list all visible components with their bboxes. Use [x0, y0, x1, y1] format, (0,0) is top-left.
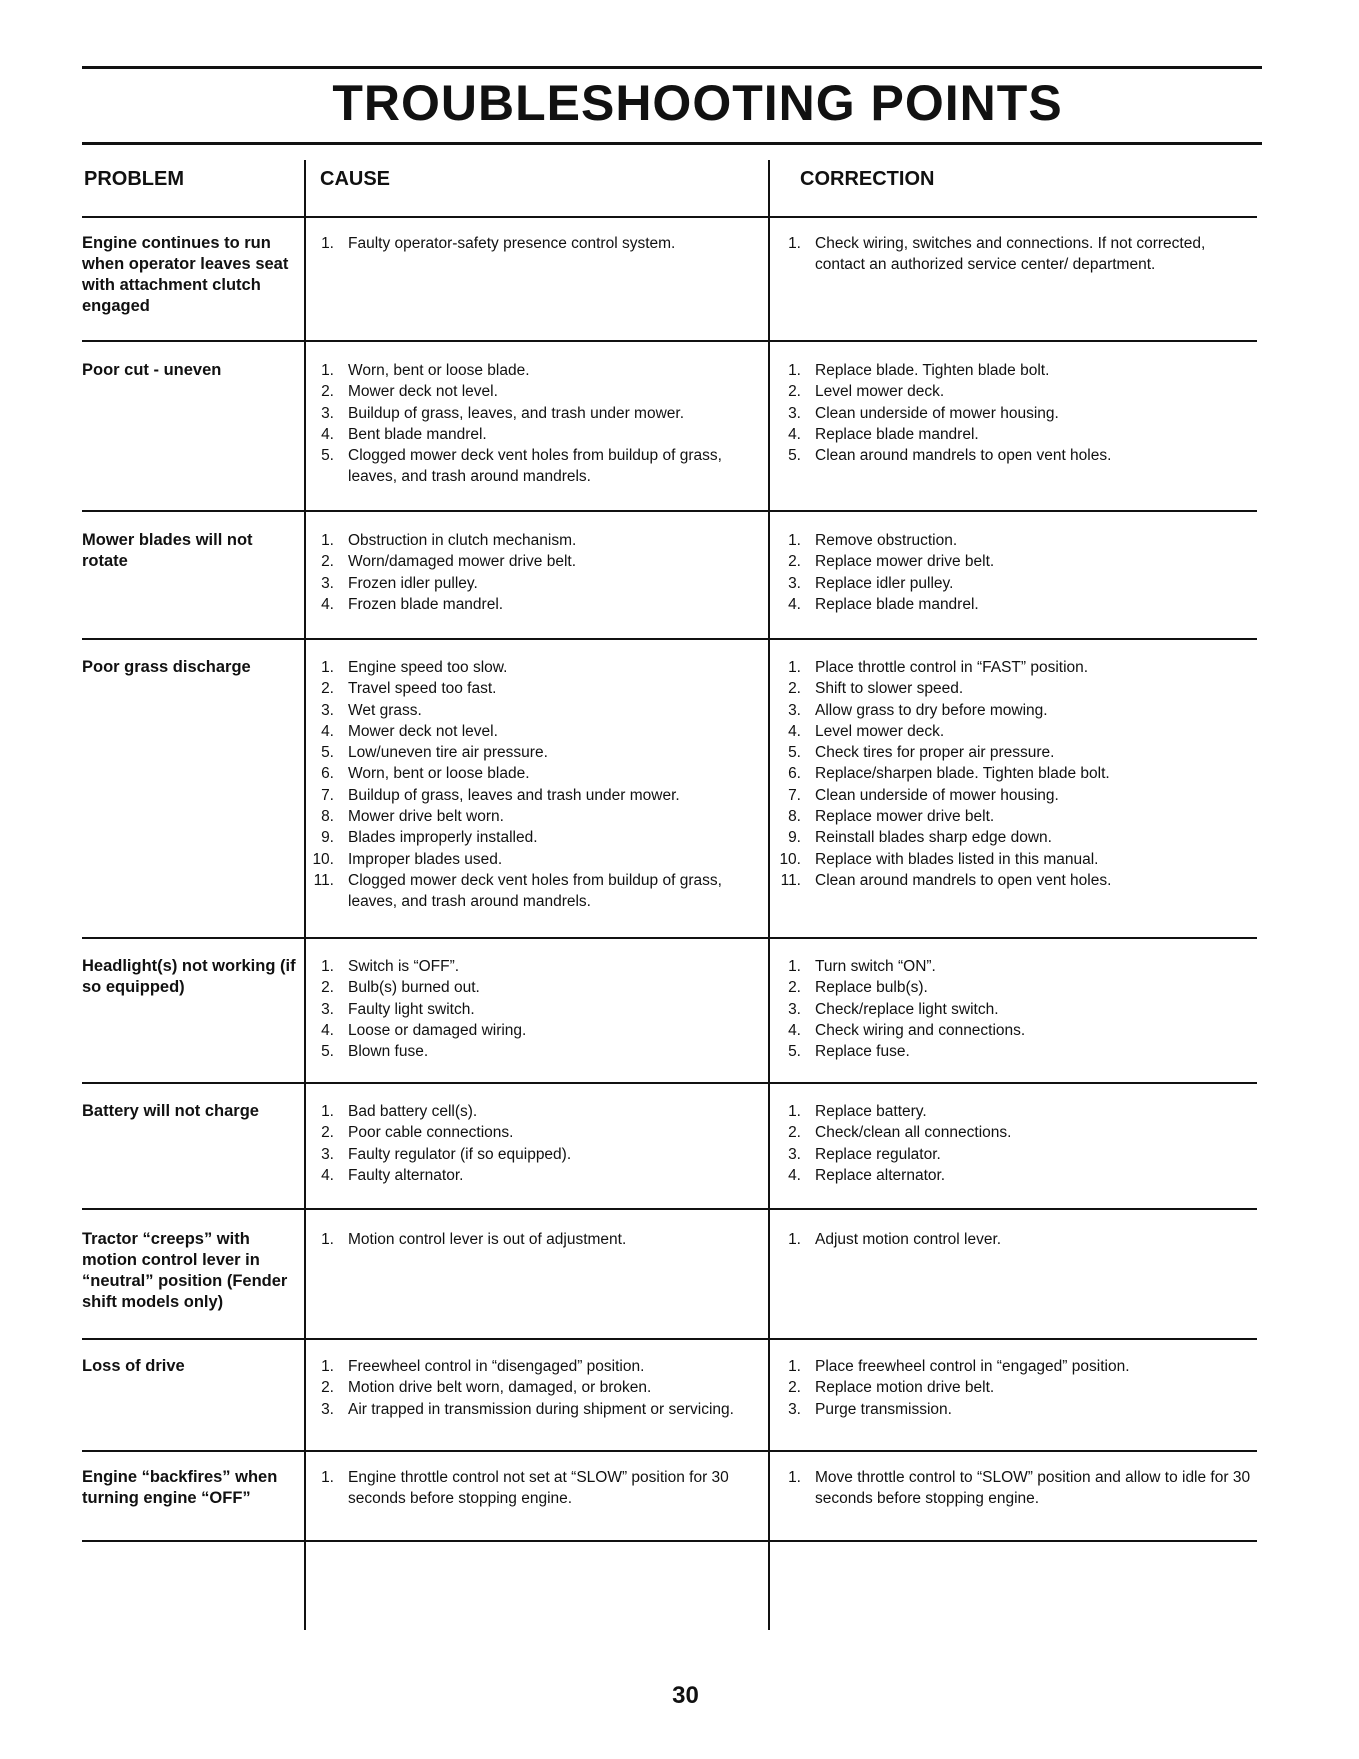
item-number: 9.	[788, 829, 801, 847]
item-number: 2.	[788, 979, 801, 997]
item-text: Clogged mower deck vent holes from buildup of grass, leaves, and trash around mandrels.	[348, 871, 722, 911]
correction-item	[775, 573, 1255, 594]
item-text: Purge transmission.	[815, 1400, 952, 1418]
item-number: 1.	[321, 958, 334, 975]
correction-item	[775, 1020, 1255, 1041]
cause-list	[308, 1229, 758, 1250]
cause-item	[308, 956, 758, 977]
item-number: 2.	[321, 383, 334, 401]
item-number: 3.	[788, 701, 801, 719]
item-number: 1.	[788, 958, 801, 975]
item-text: Replace regulator.	[815, 1145, 941, 1163]
correction-item	[775, 1377, 1255, 1398]
item-text: Bulb(s) burned out.	[348, 979, 480, 997]
correction-item	[775, 827, 1255, 848]
correction-list	[775, 657, 1255, 891]
cause-item	[308, 1101, 758, 1122]
correction-list	[775, 530, 1255, 615]
column-header-problem: PROBLEM	[84, 168, 184, 190]
item-number: 6.	[788, 765, 801, 783]
problem-text: Engine “backfires” when turning engine “OFF”	[82, 1468, 278, 1507]
cause-list	[308, 360, 758, 488]
item-number: 1.	[788, 1469, 801, 1486]
cause-list	[308, 657, 758, 913]
item-text: Move throttle control to “SLOW” position and allow to idle for 30 seconds before stopping engine.	[815, 1469, 1251, 1508]
item-text: Turn switch “ON”.	[815, 958, 936, 975]
item-text: Replace blade mandrel.	[815, 595, 979, 613]
problem-text: Headlight(s) not working (if so equipped)	[82, 957, 296, 996]
item-number: 3.	[321, 574, 334, 592]
cause-item	[308, 1399, 758, 1420]
cause-item	[308, 594, 758, 615]
item-text: Improper blades used.	[348, 850, 503, 868]
cause-item	[308, 1165, 758, 1186]
correction-item	[775, 530, 1255, 551]
item-number: 11.	[780, 871, 801, 889]
item-number: 3.	[788, 1000, 801, 1018]
item-number: 4.	[321, 1021, 334, 1039]
item-number: 1.	[321, 532, 334, 549]
correction-item	[775, 785, 1255, 806]
item-text: Engine throttle control not set at “SLOW” position for 30 seconds before stopping engine.	[348, 1469, 729, 1508]
problem-text: Mower blades will not rotate	[82, 531, 253, 570]
title-underline-rule	[82, 142, 1262, 145]
correction-item	[775, 742, 1255, 763]
item-text: Adjust motion control lever.	[815, 1231, 1002, 1248]
cause-item	[308, 1041, 758, 1062]
cause-item	[308, 785, 758, 806]
correction-item	[775, 381, 1255, 402]
correction-item	[775, 870, 1255, 891]
item-number: 4.	[788, 425, 801, 443]
correction-item	[775, 849, 1255, 870]
item-text: Shift to slower speed.	[815, 680, 964, 698]
item-text: Wet grass.	[348, 701, 422, 719]
problem-text: Loss of drive	[82, 1357, 185, 1375]
item-number: 2.	[321, 1379, 334, 1397]
item-number: 3.	[321, 701, 334, 719]
item-number: 1.	[788, 1358, 801, 1375]
item-number: 2.	[321, 1124, 334, 1142]
cause-list	[308, 1356, 758, 1420]
item-number: 5.	[788, 1043, 801, 1061]
item-text: Replace bulb(s).	[815, 979, 928, 997]
row-separator	[82, 1450, 1257, 1452]
item-number: 1.	[788, 362, 801, 379]
cause-item	[308, 445, 758, 488]
correction-item	[775, 445, 1255, 466]
item-number: 1.	[321, 1103, 334, 1120]
correction-item	[775, 657, 1255, 678]
cause-item	[308, 700, 758, 721]
item-number: 8.	[788, 808, 801, 826]
correction-item	[775, 977, 1255, 998]
item-number: 5.	[788, 744, 801, 762]
item-number: 1.	[321, 235, 334, 252]
item-text: Replace mower drive belt.	[815, 553, 995, 571]
item-text: Freewheel control in “disengaged” position.	[348, 1358, 645, 1375]
item-number: 4.	[788, 1166, 801, 1184]
item-text: Faulty alternator.	[348, 1166, 464, 1184]
item-text: Frozen blade mandrel.	[348, 595, 504, 613]
item-text: Faulty regulator (if so equipped).	[348, 1145, 572, 1163]
item-text: Travel speed too fast.	[348, 680, 497, 698]
item-text: Obstruction in clutch mechanism.	[348, 532, 577, 549]
item-text: Replace blade mandrel.	[815, 425, 979, 443]
correction-item	[775, 1399, 1255, 1420]
item-text: Place freewheel control in “engaged” position.	[815, 1358, 1130, 1375]
row-separator	[82, 638, 1257, 640]
correction-item	[775, 721, 1255, 742]
page-number: 30	[672, 1682, 699, 1709]
top-rule	[82, 66, 1262, 69]
cause-item	[308, 1467, 758, 1510]
correction-list	[775, 1467, 1255, 1510]
item-number: 4.	[321, 722, 334, 740]
cause-item	[308, 742, 758, 763]
item-text: Poor cable connections.	[348, 1124, 514, 1142]
item-text: Replace mower drive belt.	[815, 808, 995, 826]
item-number: 5.	[321, 744, 334, 762]
item-number: 2.	[321, 979, 334, 997]
item-text: Mower deck not level.	[348, 722, 498, 740]
item-text: Replace with blades listed in this manual.	[815, 850, 1099, 868]
cause-list	[308, 956, 758, 1062]
correction-list	[775, 1229, 1255, 1250]
item-number: 2.	[321, 553, 334, 571]
item-number: 1.	[788, 1231, 801, 1248]
cause-item	[308, 999, 758, 1020]
cause-item	[308, 233, 758, 254]
item-text: Worn, bent or loose blade.	[348, 765, 530, 783]
correction-item	[775, 594, 1255, 615]
correction-item	[775, 806, 1255, 827]
correction-item	[775, 1467, 1255, 1510]
item-number: 1.	[321, 362, 334, 379]
item-text: Low/uneven tire air pressure.	[348, 744, 548, 762]
item-text: Bent blade mandrel.	[348, 425, 487, 443]
row-separator	[82, 510, 1257, 512]
item-text: Buildup of grass, leaves, and trash under mower.	[348, 404, 685, 422]
item-number: 5.	[321, 447, 334, 465]
correction-item	[775, 551, 1255, 572]
item-number: 1.	[788, 532, 801, 549]
cause-item	[308, 551, 758, 572]
row-separator	[82, 1082, 1257, 1084]
item-number: 3.	[788, 574, 801, 592]
item-text: Level mower deck.	[815, 383, 945, 401]
item-text: Worn/damaged mower drive belt.	[348, 553, 577, 571]
item-number: 2.	[788, 680, 801, 698]
item-number: 10.	[779, 850, 801, 868]
correction-item	[775, 1041, 1255, 1062]
item-number: 9.	[321, 829, 334, 847]
problem-text: Tractor “creeps” with motion control lever in “neutral” position (Fender shift models only)	[82, 1230, 288, 1311]
cause-item	[308, 1377, 758, 1398]
correction-item	[775, 233, 1255, 276]
item-text: Check wiring and connections.	[815, 1021, 1026, 1039]
item-text: Air trapped in transmission during shipment or servicing.	[348, 1400, 734, 1418]
correction-item	[775, 763, 1255, 784]
correction-item	[775, 1229, 1255, 1250]
item-text: Switch is “OFF”.	[348, 958, 460, 975]
item-number: 10.	[312, 850, 334, 868]
correction-item	[775, 1101, 1255, 1122]
item-number: 4.	[788, 722, 801, 740]
item-number: 2.	[788, 1124, 801, 1142]
correction-item	[775, 678, 1255, 699]
cause-item	[308, 381, 758, 402]
correction-list	[775, 233, 1255, 276]
item-text: Faulty operator-safety presence control system.	[348, 235, 676, 252]
item-text: Replace battery.	[815, 1103, 927, 1120]
item-text: Mower drive belt worn.	[348, 808, 504, 826]
item-text: Blown fuse.	[348, 1043, 429, 1061]
item-text: Faulty light switch.	[348, 1000, 475, 1018]
cause-item	[308, 1229, 758, 1250]
item-number: 3.	[788, 1145, 801, 1163]
item-text: Replace idler pulley.	[815, 574, 954, 592]
cause-item	[308, 849, 758, 870]
cause-item	[308, 424, 758, 445]
item-number: 3.	[321, 1000, 334, 1018]
correction-item	[775, 1165, 1255, 1186]
cause-item	[308, 1020, 758, 1041]
item-text: Replace blade. Tighten blade bolt.	[815, 362, 1050, 379]
cause-item	[308, 657, 758, 678]
item-number: 1.	[321, 1231, 334, 1248]
cause-item	[308, 360, 758, 381]
row-separator	[82, 340, 1257, 342]
item-number: 5.	[321, 1043, 334, 1061]
item-text: Engine speed too slow.	[348, 659, 508, 676]
column-header-correction: CORRECTION	[800, 168, 935, 190]
problem-text: Poor grass discharge	[82, 658, 251, 676]
cause-item	[308, 530, 758, 551]
item-text: Loose or damaged wiring.	[348, 1021, 527, 1039]
row-separator	[82, 1338, 1257, 1340]
correction-list	[775, 1101, 1255, 1186]
item-number: 3.	[788, 1400, 801, 1418]
correction-item	[775, 403, 1255, 424]
item-number: 11.	[313, 871, 334, 889]
correction-item	[775, 1122, 1255, 1143]
item-number: 2.	[788, 553, 801, 571]
row-separator	[82, 216, 1257, 218]
item-number: 2.	[321, 680, 334, 698]
correction-item	[775, 1144, 1255, 1165]
item-number: 1.	[788, 659, 801, 676]
item-number: 1.	[321, 1469, 334, 1486]
cause-item	[308, 977, 758, 998]
column-divider-right	[768, 160, 770, 1630]
item-number: 2.	[788, 1379, 801, 1397]
item-number: 1.	[321, 659, 334, 676]
correction-item	[775, 360, 1255, 381]
item-text: Worn, bent or loose blade.	[348, 362, 530, 379]
item-text: Check tires for proper air pressure.	[815, 744, 1055, 762]
item-number: 7.	[321, 786, 334, 804]
item-text: Reinstall blades sharp edge down.	[815, 829, 1052, 847]
item-text: Frozen idler pulley.	[348, 574, 478, 592]
correction-list	[775, 360, 1255, 466]
item-number: 3.	[321, 1400, 334, 1418]
item-number: 5.	[788, 447, 801, 465]
problem-text: Battery will not charge	[82, 1102, 259, 1120]
item-text: Clean underside of mower housing.	[815, 786, 1059, 804]
item-number: 4.	[788, 595, 801, 613]
item-text: Blades improperly installed.	[348, 829, 538, 847]
item-number: 1.	[788, 1103, 801, 1120]
cause-list	[308, 1101, 758, 1186]
item-text: Replace motion drive belt.	[815, 1379, 995, 1397]
item-text: Clean around mandrels to open vent holes.	[815, 447, 1112, 465]
cause-item	[308, 403, 758, 424]
item-number: 6.	[321, 765, 334, 783]
correction-list	[775, 956, 1255, 1062]
cause-item	[308, 573, 758, 594]
item-text: Replace alternator.	[815, 1166, 946, 1184]
cause-item	[308, 1144, 758, 1165]
item-text: Buildup of grass, leaves and trash under mower.	[348, 786, 680, 804]
page-title: TROUBLESHOOTING POINTS	[332, 75, 1063, 131]
item-number: 4.	[321, 1166, 334, 1184]
item-text: Place throttle control in “FAST” position.	[815, 659, 1089, 676]
item-text: Replace fuse.	[815, 1043, 910, 1061]
item-number: 4.	[321, 595, 334, 613]
problem-text: Poor cut - uneven	[82, 361, 222, 379]
cause-list	[308, 530, 758, 615]
item-text: Replace/sharpen blade. Tighten blade bolt.	[815, 765, 1110, 783]
item-text: Check/clean all connections.	[815, 1124, 1012, 1142]
correction-item	[775, 1356, 1255, 1377]
item-text: Mower deck not level.	[348, 383, 498, 401]
item-number: 3.	[321, 1145, 334, 1163]
cause-list	[308, 233, 758, 254]
column-header-cause: CAUSE	[320, 168, 391, 190]
item-number: 4.	[788, 1021, 801, 1039]
cause-item	[308, 806, 758, 827]
row-separator	[82, 1208, 1257, 1210]
cause-item	[308, 721, 758, 742]
cause-item	[308, 678, 758, 699]
cause-item	[308, 870, 758, 913]
correction-item	[775, 424, 1255, 445]
item-number: 3.	[321, 404, 334, 422]
item-number: 1.	[321, 1358, 334, 1375]
bottom-rule	[82, 1540, 1257, 1542]
item-text: Motion control lever is out of adjustment.	[348, 1231, 627, 1248]
cause-item	[308, 1122, 758, 1143]
cause-item	[308, 827, 758, 848]
item-number: 2.	[788, 383, 801, 401]
item-text: Check wiring, switches and connections. If not corrected, contact an authorized service center/ department.	[815, 235, 1206, 274]
correction-item	[775, 999, 1255, 1020]
correction-item	[775, 956, 1255, 977]
column-divider-left	[304, 160, 306, 1630]
correction-list	[775, 1356, 1255, 1420]
problem-text: Engine continues to run when operator leaves seat with attachment clutch engaged	[82, 234, 289, 315]
item-number: 3.	[788, 404, 801, 422]
item-number: 4.	[321, 425, 334, 443]
row-separator	[82, 937, 1257, 939]
correction-item	[775, 700, 1255, 721]
item-text: Clogged mower deck vent holes from buildup of grass, leaves, and trash around mandrels.	[348, 447, 722, 486]
item-text: Bad battery cell(s).	[348, 1103, 478, 1120]
cause-list	[308, 1467, 758, 1510]
item-number: 1.	[788, 235, 801, 252]
item-text: Remove obstruction.	[815, 532, 958, 549]
item-text: Clean around mandrels to open vent holes.	[815, 871, 1112, 889]
cause-item	[308, 1356, 758, 1377]
item-text: Check/replace light switch.	[815, 1000, 999, 1018]
item-text: Clean underside of mower housing.	[815, 404, 1059, 422]
item-text: Allow grass to dry before mowing.	[815, 701, 1048, 719]
cause-item	[308, 763, 758, 784]
item-number: 7.	[788, 786, 801, 804]
item-text: Motion drive belt worn, damaged, or broken.	[348, 1379, 652, 1397]
item-number: 8.	[321, 808, 334, 826]
item-text: Level mower deck.	[815, 722, 945, 740]
